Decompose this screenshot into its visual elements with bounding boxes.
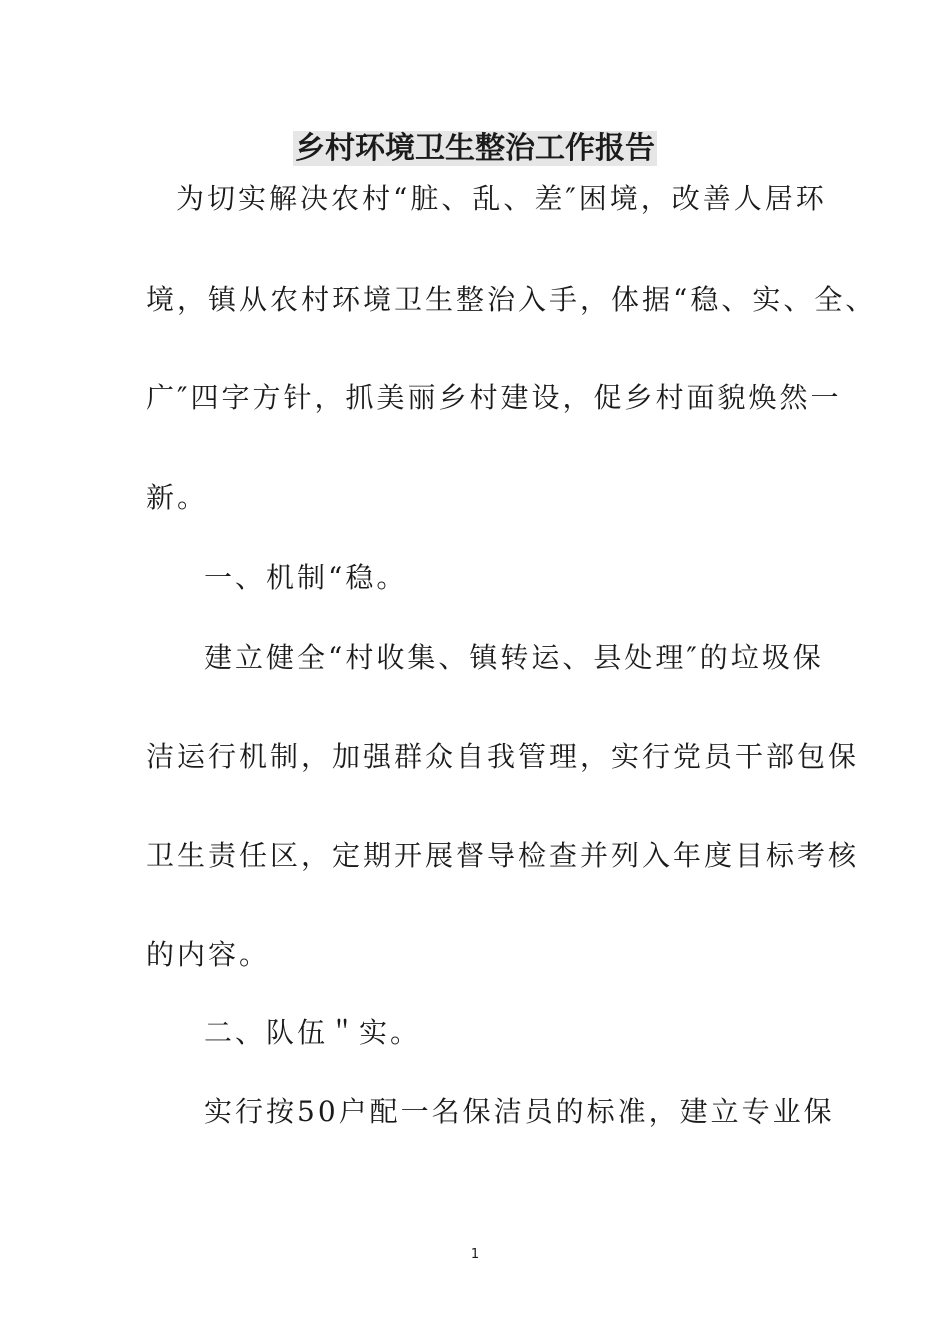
paragraph-line: 建立健全“村收集、镇转运、县处理″的垃圾保 [204,641,824,674]
paragraph-line: 卫生责任区，定期开展督导检查并列入年度目标考核 [146,839,860,872]
paragraph-line: 为切实解决农村“脏、乱、差″困境，改善人居环 [176,182,827,215]
section-heading: 一、机制“稳。 [204,561,408,594]
paragraph-line: 的内容。 [146,938,271,971]
paragraph-line: 洁运行机制，加强群众自我管理，实行党员干部包保 [146,740,860,773]
document-title [0,131,950,167]
section-heading: 二、队伍＂实。 [204,1016,422,1049]
paragraph-line: 广″四字方针，抓美丽乡村建设，促乡村面貌焕然一 [146,381,842,414]
paragraph-line: 境，镇从农村环境卫生整治入手，体据“稳、实、全、 [146,283,877,316]
document-title-text: 乡村环境卫生整治工作报告 [295,131,655,166]
paragraph-line: 新。 [146,481,209,514]
paragraph-line: 实行按50户配一名保洁员的标准，建立专业保 [204,1095,835,1128]
page-number: 1 [470,1247,480,1262]
